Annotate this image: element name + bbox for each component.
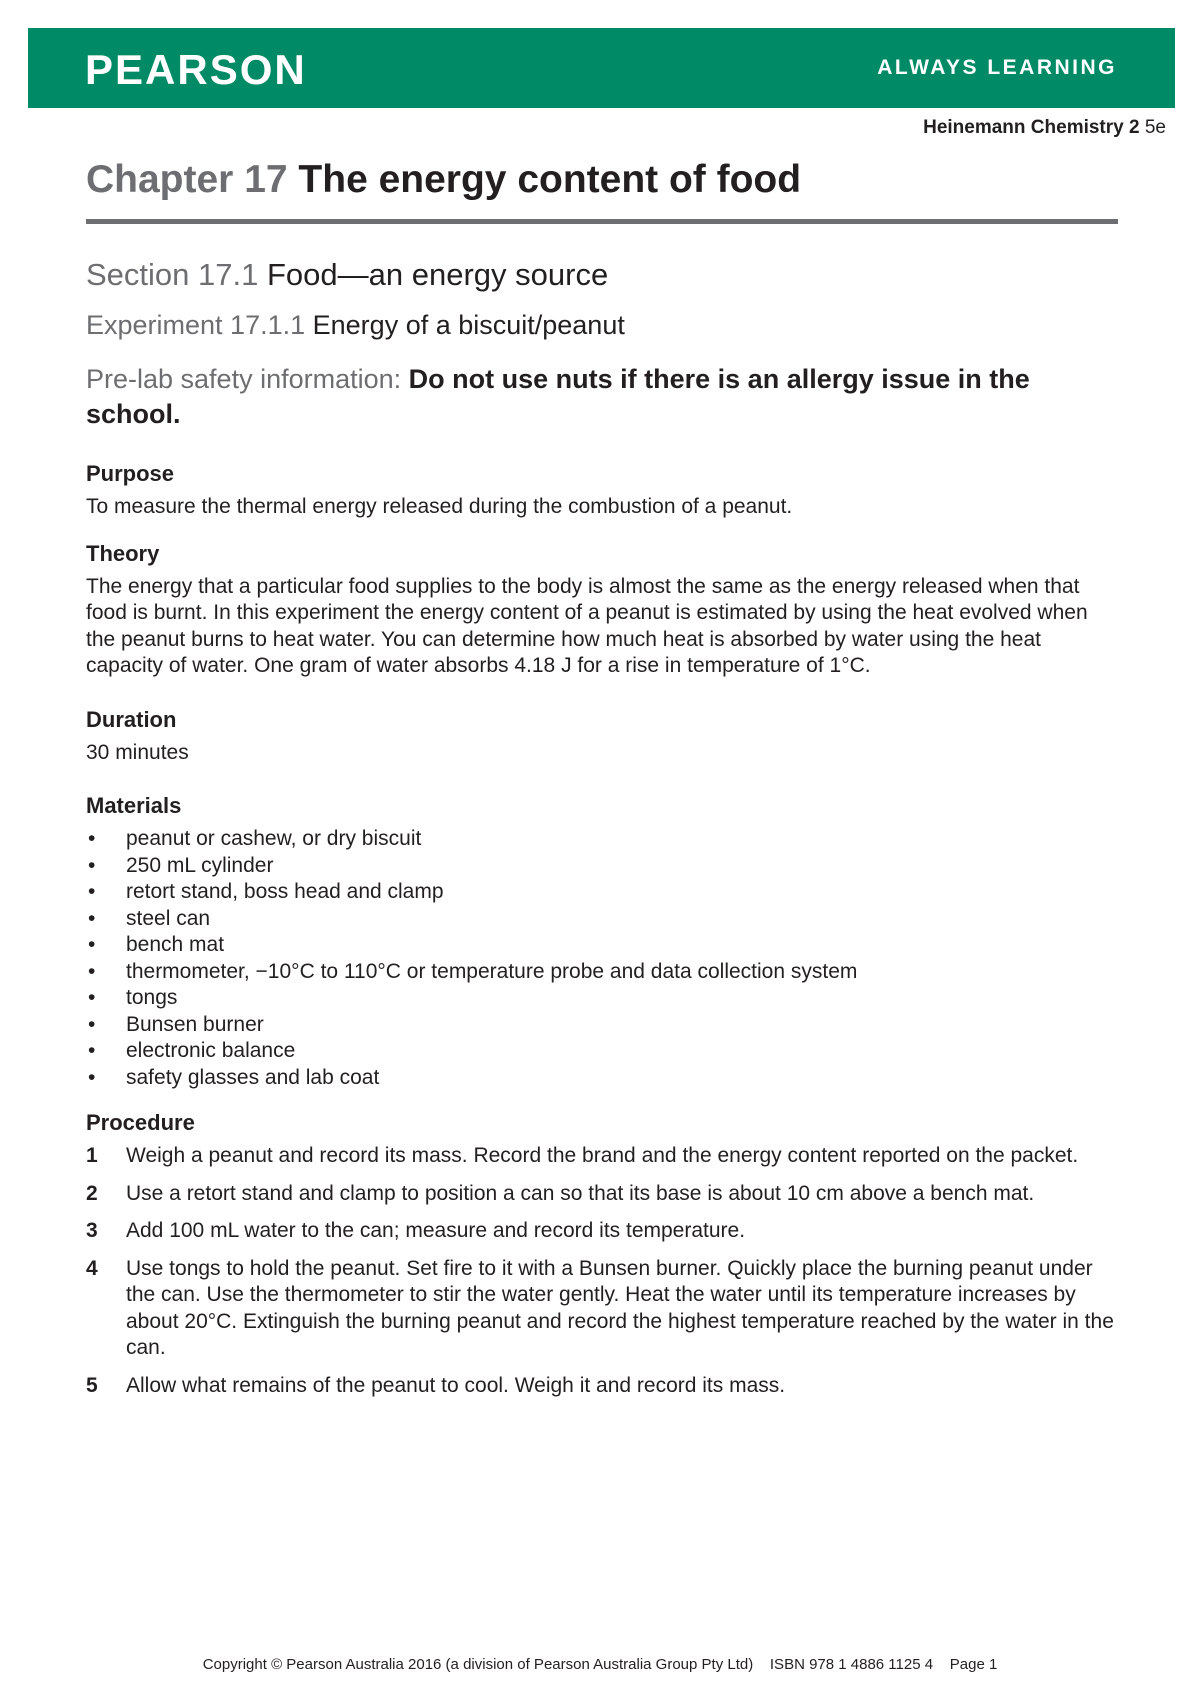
list-item: [86, 932, 1116, 959]
step-text: Use a retort stand and clamp to position a can so that its base is about 10 cm above a bench mat.: [126, 1181, 1035, 1205]
theory-heading: Theory: [86, 540, 160, 566]
bullet-icon: •: [88, 1012, 96, 1036]
material-text: bench mat: [126, 933, 225, 956]
section-title: Food—an energy source: [266, 257, 609, 292]
material-text: retort stand, boss head and clamp: [126, 880, 444, 903]
step-number: 3: [86, 1219, 98, 1242]
bullet-icon: •: [88, 1039, 96, 1062]
tagline: ALWAYS LEARNING: [877, 56, 1117, 79]
chapter-divider: [86, 219, 1118, 224]
list-item: [86, 826, 1116, 853]
book-title-name: Heinemann Chemistry 2: [923, 117, 1140, 138]
bullet-icon: •: [88, 959, 96, 983]
pearson-logo: PEARSON: [85, 46, 307, 93]
material-text: safety glasses and lab coat: [126, 1065, 380, 1089]
step-number: 5: [86, 1373, 98, 1397]
material-text: electronic balance: [126, 1039, 296, 1062]
list-item: [86, 959, 1116, 986]
book-edition: 5e: [1144, 117, 1166, 138]
bullet-icon: •: [88, 1065, 96, 1089]
procedure-step: [86, 1143, 1116, 1170]
purpose-heading: Purpose: [86, 461, 175, 486]
chapter-title: [86, 158, 1118, 202]
step-text: Weigh a peanut and record its mass. Record the brand and the energy content reported on the packet.: [126, 1144, 1079, 1167]
section-heading: [86, 256, 1116, 294]
procedure-heading: Procedure: [86, 1110, 195, 1135]
step-text: Allow what remains of the peanut to cool. Weigh it and record its mass.: [126, 1373, 786, 1397]
procedure-step: [86, 1373, 1116, 1400]
page-content: [86, 256, 1116, 1410]
material-text: steel can: [126, 906, 211, 930]
bullet-icon: •: [88, 933, 96, 956]
section-prefix: Section 17.1: [86, 257, 259, 292]
chapter-prefix: Chapter 17: [86, 158, 288, 201]
safety-text: Do not use nuts if there is an allergy issue in the school.: [86, 364, 1030, 429]
procedure-list: [86, 1143, 1116, 1399]
experiment-heading: [86, 308, 1116, 342]
list-item: [86, 1012, 1116, 1039]
page-footer: [0, 1656, 1200, 1673]
duration-heading: Duration: [86, 706, 177, 732]
step-text: Use tongs to hold the peanut. Set fire to it with a Bunsen burner. Quickly place the burning peanut under the can. Use the thermometer to stir the water gently. Heat the water until its temperature increases by about 20°C. Extinguish the burning peanut and record the highest temperature reached by the water in the can.: [126, 1256, 1114, 1359]
safety-label: Pre-lab safety information:: [86, 364, 402, 394]
procedure-step: [86, 1256, 1116, 1362]
list-item: [86, 853, 1116, 880]
bullet-icon: •: [88, 880, 96, 903]
step-number: 2: [86, 1181, 98, 1205]
list-item: [86, 1038, 1116, 1065]
list-item: [86, 1065, 1116, 1092]
list-item: [86, 985, 1116, 1012]
experiment-title: Energy of a biscuit/peanut: [312, 310, 625, 340]
experiment-prefix: Experiment 17.1.1: [86, 310, 306, 340]
material-text: tongs: [126, 986, 178, 1009]
step-number: 4: [86, 1256, 98, 1280]
bullet-icon: •: [88, 853, 96, 877]
material-text: thermometer, −10°C to 110°C or temperature probe and data collection system: [126, 959, 858, 983]
bullet-icon: •: [88, 906, 96, 930]
chapter-name: The energy content of food: [298, 158, 802, 201]
list-item: [86, 906, 1116, 933]
purpose-text: To measure the thermal energy released during the combustion of a peanut.: [86, 495, 793, 518]
materials-list: [86, 826, 1116, 1091]
step-number: 1: [86, 1144, 98, 1167]
page-number: Page 1: [949, 1656, 998, 1673]
material-text: 250 mL cylinder: [126, 853, 274, 877]
materials-heading: Materials: [86, 793, 182, 818]
bullet-icon: •: [88, 827, 96, 850]
copyright-text: Copyright © Pearson Australia 2016 (a division of Pearson Australia Group Pty Ltd): [202, 1656, 754, 1673]
bullet-icon: •: [88, 986, 96, 1009]
isbn-text: ISBN 978 1 4886 1125 4: [769, 1656, 934, 1673]
list-item: [86, 879, 1116, 906]
book-title: [923, 117, 1166, 139]
material-text: Bunsen burner: [126, 1012, 264, 1036]
safety-info: [86, 362, 1116, 432]
duration-text: 30 minutes: [86, 740, 189, 764]
procedure-step: [86, 1218, 1116, 1245]
step-text: Add 100 mL water to the can; measure and record its temperature.: [126, 1219, 746, 1242]
pearson-banner: [28, 28, 1175, 108]
material-text: peanut or cashew, or dry biscuit: [126, 827, 422, 850]
procedure-step: [86, 1181, 1116, 1208]
theory-text: The energy that a particular food supplies to the body is almost the same as the energy released when that food is burnt. In this experiment the energy content of a peanut is estimated by using the heat evolved when the peanut burns to heat water. You can determine how much heat is absorbed by water using the heat capacity of water. One gram of water absorbs 4.18 J for a rise in temperature of 1°C.: [86, 574, 1088, 677]
